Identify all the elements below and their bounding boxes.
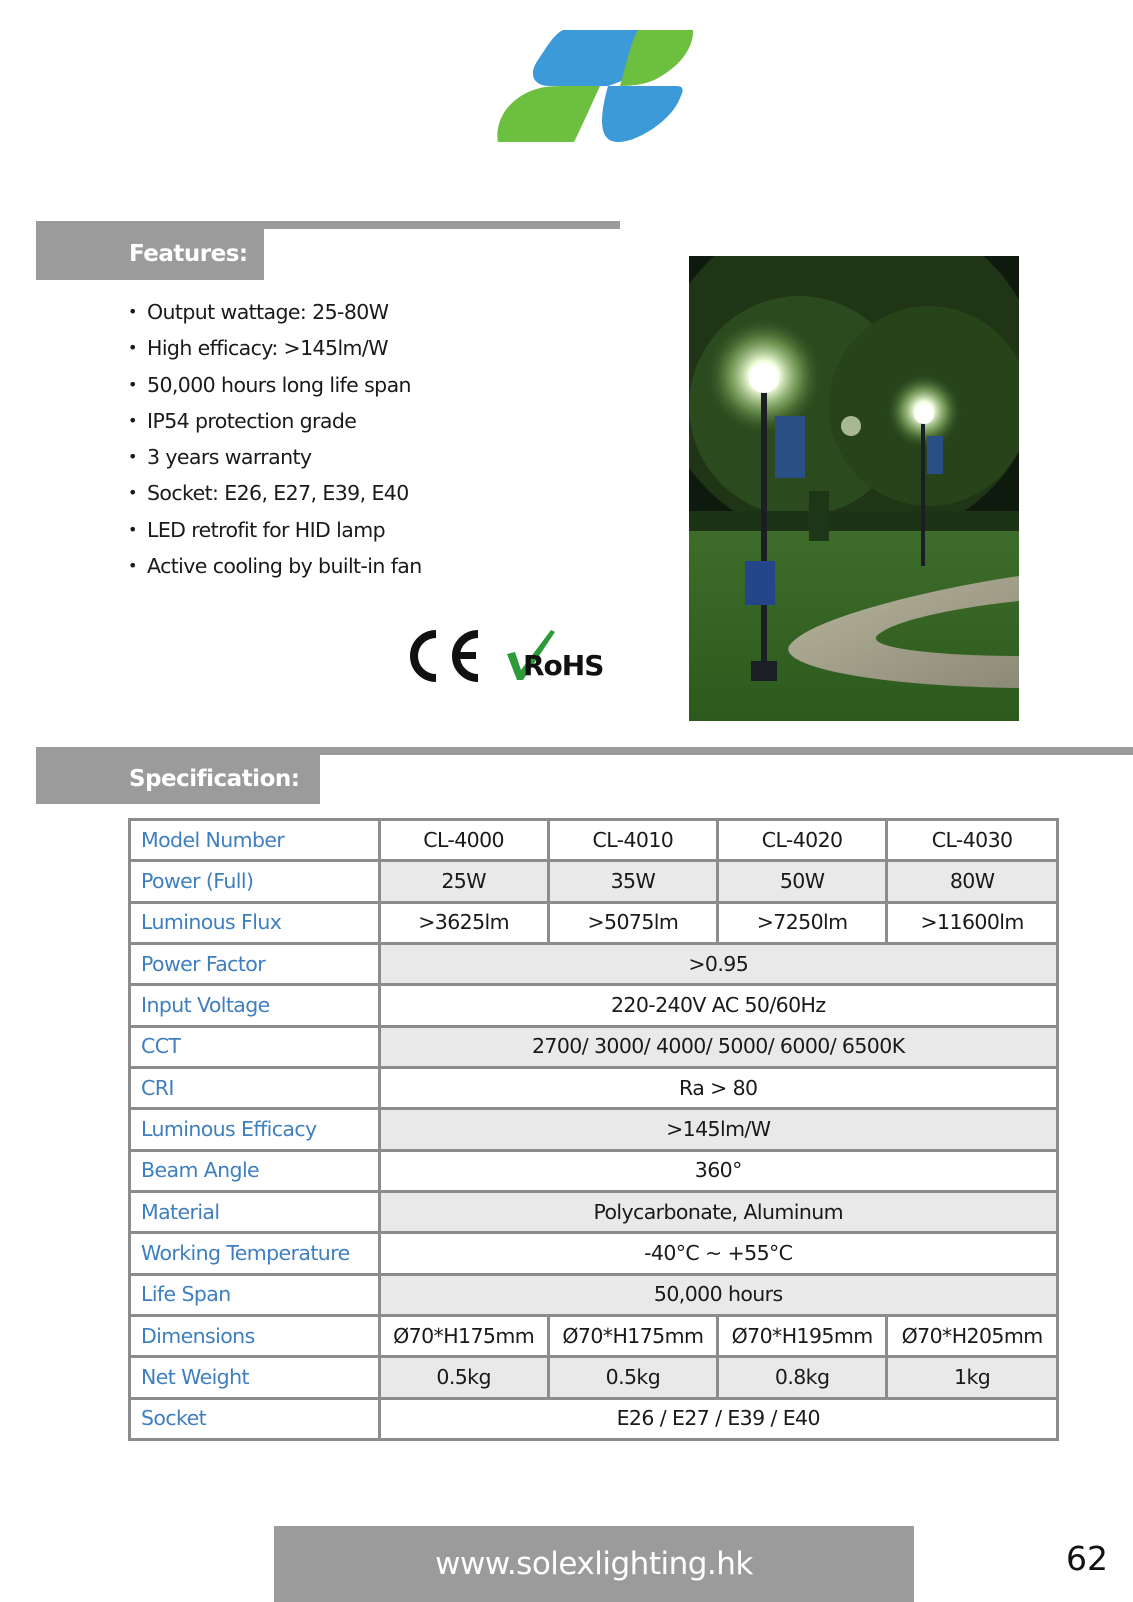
spec-row-cct [131, 1026, 1056, 1067]
feature-item: • 3 years warranty [128, 445, 312, 470]
spec-label: Power Factor [131, 943, 379, 984]
spec-value: 0.5kg [548, 1357, 717, 1398]
spec-row-luminous-flux [131, 902, 1056, 943]
specification-table [128, 818, 1059, 1441]
specification-heading: Specification: [36, 755, 320, 804]
feature-item: • 50,000 hours long life span [128, 372, 411, 397]
spec-label: Life Span [131, 1274, 379, 1315]
spec-value: >0.95 [379, 943, 1056, 984]
spec-row-life-span [131, 1274, 1056, 1315]
spec-row-socket [131, 1398, 1056, 1438]
spec-row-material [131, 1191, 1056, 1232]
spec-row-cri [131, 1067, 1056, 1108]
feature-item: • IP54 protection grade [128, 408, 357, 433]
spec-value: >7250lm [718, 902, 887, 943]
spec-value: 50W [718, 861, 887, 902]
spec-row-luminous-efficacy [131, 1109, 1056, 1150]
spec-value: >5075lm [548, 902, 717, 943]
spec-value: >145lm/W [379, 1109, 1056, 1150]
spec-label: Net Weight [131, 1357, 379, 1398]
spec-row-working-temperature [131, 1233, 1056, 1274]
ce-mark-icon [406, 628, 484, 684]
spec-label: Beam Angle [131, 1150, 379, 1191]
spec-row-power [131, 861, 1056, 902]
spec-value: Ra > 80 [379, 1067, 1056, 1108]
spec-value: 1kg [887, 1357, 1056, 1398]
features-header-rule [36, 221, 620, 229]
page-number: 62 [1066, 1539, 1108, 1578]
spec-label: Luminous Efficacy [131, 1109, 379, 1150]
spec-value: 35W [548, 861, 717, 902]
spec-value: Ø70*H205mm [887, 1315, 1056, 1356]
spec-value: Polycarbonate, Aluminum [379, 1191, 1056, 1232]
spec-value: 360° [379, 1150, 1056, 1191]
spec-value: 220-240V AC 50/60Hz [379, 985, 1056, 1026]
spec-value: CL-4000 [379, 821, 548, 861]
solex-logo-icon [488, 24, 698, 148]
spec-value: -40°C ~ +55°C [379, 1233, 1056, 1274]
rohs-mark-icon [505, 626, 623, 686]
svg-text:RoHS: RoHS [523, 649, 604, 682]
specification-header-rule [36, 747, 1133, 755]
spec-value: 2700/ 3000/ 4000/ 5000/ 6000/ 6500K [379, 1026, 1056, 1067]
spec-value: CL-4020 [718, 821, 887, 861]
spec-value: Ø70*H175mm [548, 1315, 717, 1356]
spec-label: Dimensions [131, 1315, 379, 1356]
spec-label: Socket [131, 1398, 379, 1438]
spec-label: CCT [131, 1026, 379, 1067]
spec-row-input-voltage [131, 985, 1056, 1026]
spec-value: Ø70*H195mm [718, 1315, 887, 1356]
feature-item: • High efficacy: >145lm/W [128, 336, 388, 361]
spec-value: Ø70*H175mm [379, 1315, 548, 1356]
bullet-icon: • [128, 519, 137, 539]
spec-value: CL-4030 [887, 821, 1056, 861]
spec-value: CL-4010 [548, 821, 717, 861]
feature-item: • LED retrofit for HID lamp [128, 517, 385, 542]
spec-label: Input Voltage [131, 985, 379, 1026]
spec-row-power-factor [131, 943, 1056, 984]
spec-label: Material [131, 1191, 379, 1232]
spec-label: CRI [131, 1067, 379, 1108]
bullet-icon: • [128, 483, 137, 503]
spec-row-beam-angle [131, 1150, 1056, 1191]
footer-website[interactable]: www.solexlighting.hk [274, 1526, 914, 1602]
spec-value: 25W [379, 861, 548, 902]
spec-label: Working Temperature [131, 1233, 379, 1274]
spec-value: >3625lm [379, 902, 548, 943]
bullet-icon: • [128, 556, 137, 576]
spec-label: Power (Full) [131, 861, 379, 902]
bullet-icon: • [128, 447, 137, 467]
spec-value: E26 / E27 / E39 / E40 [379, 1398, 1056, 1438]
spec-value: 0.8kg [718, 1357, 887, 1398]
feature-item: • Active cooling by built-in fan [128, 554, 422, 579]
spec-row-net-weight [131, 1357, 1056, 1398]
feature-item: • Output wattage: 25-80W [128, 300, 389, 324]
spec-row-model-number [131, 821, 1056, 861]
feature-item: • Socket: E26, E27, E39, E40 [128, 481, 409, 506]
spec-row-dimensions [131, 1315, 1056, 1356]
park-street-lamp-photo [689, 256, 1019, 721]
spec-value: 0.5kg [379, 1357, 548, 1398]
spec-value: >11600lm [887, 902, 1056, 943]
spec-value: 80W [887, 861, 1056, 902]
bullet-icon: • [128, 410, 137, 430]
features-heading: Features: [36, 229, 264, 280]
spec-label: Luminous Flux [131, 902, 379, 943]
bullet-icon: • [128, 374, 137, 394]
features-list [128, 300, 422, 590]
bullet-icon: • [128, 302, 137, 321]
bullet-icon: • [128, 338, 137, 358]
spec-label: Model Number [131, 821, 379, 861]
spec-value: 50,000 hours [379, 1274, 1056, 1315]
